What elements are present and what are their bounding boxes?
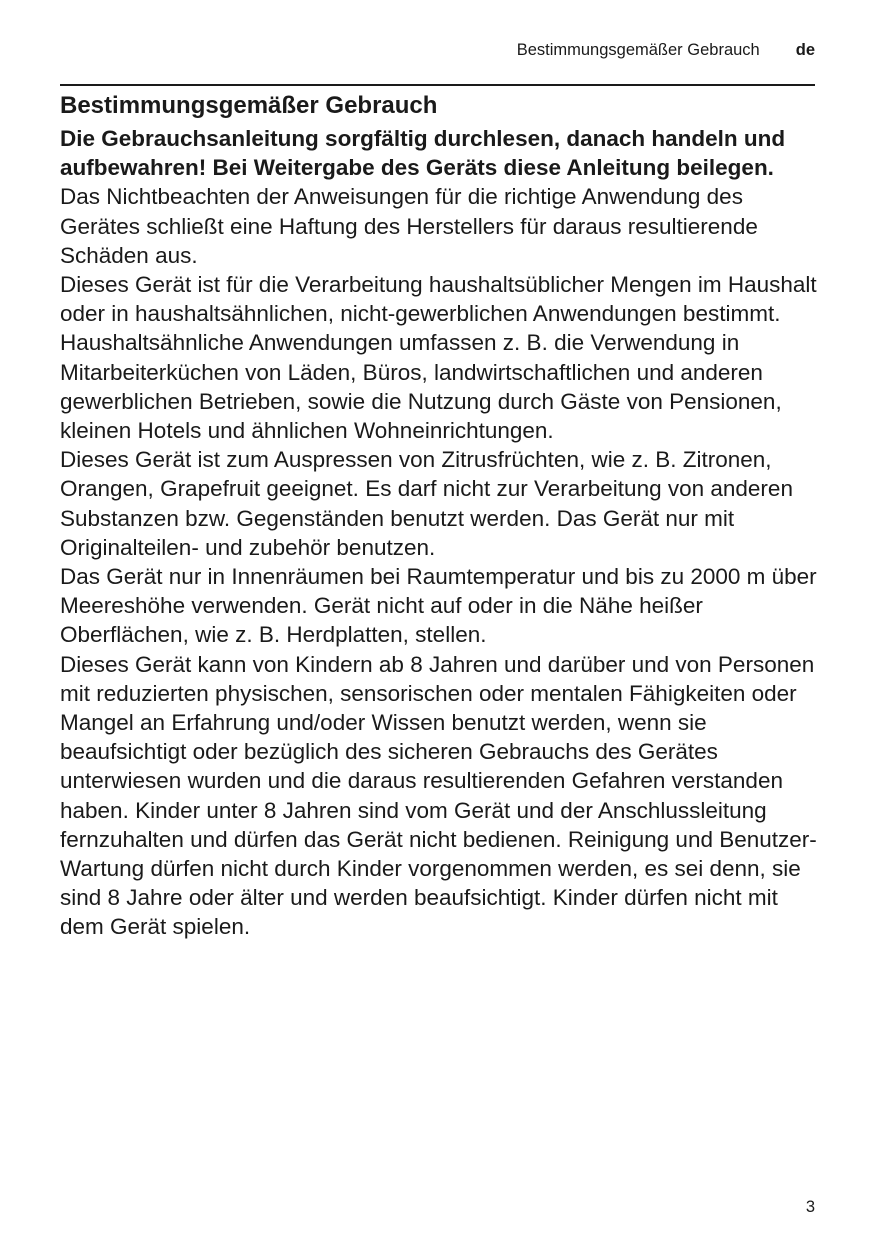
running-header xyxy=(517,40,815,60)
page-number: 3 xyxy=(805,1198,815,1216)
paragraph-household-use: Dieses Gerät ist für die Verarbeitung haushaltsüblicher Mengen im Haushalt oder in haushaltsähnlichen, nicht-gewerblichen Anwendungen bestimmt. Haushaltsähnliche Anwendungen umfassen z. B. die Verwendung in Mitarbeiterküchen von Läden, Büros, landwirtschaftlichen und anderen gewerblichen Betrieben, sowie die Nutzung durch Gäste von Pensionen, kleinen Hotels und ähnlichen Wohneinrichtungen. xyxy=(60,272,817,444)
paragraph-children-safety: Dieses Gerät kann von Kindern ab 8 Jahren und darüber und von Personen mit reduzierten physischen, sensorischen oder mentalen Fähigkeiten oder Mangel an Erfahrung und/oder Wissen benutzt werden, wenn sie beaufsichtigt oder bezüglich des sicheren Gebrauchs des Gerätes unterwiesen wurden und die daraus resultierenden Gefahren verstanden haben. Kinder unter 8 Jahren sind vom Gerät und der Anschlussleitung fernzuhalten und dürfen das Gerät nicht bedienen. Reinigung und Benutzer-Wartung dürfen nicht durch Kinder vorgenommen werden, es sei denn, sie sind 8 Jahre oder älter und werden beaufsichtigt. Kinder dürfen nicht mit dem Gerät spielen. xyxy=(60,651,817,940)
page-title: Bestimmungsgemäßer Gebrauch xyxy=(60,92,438,119)
paragraph-citrus-use: Dieses Gerät ist zum Auspressen von Zitrusfrüchten, wie z. B. Zitronen, Orangen, Grapefruit geeignet. Es darf nicht zur Verarbeitung von anderen Substanzen bzw. Gegenständen benutzt werden. Das Gerät nur mit Originalteilen- und zubehör benutzen. xyxy=(60,447,793,560)
header-section-title: Bestimmungsgemäßer Gebrauch xyxy=(516,41,760,59)
main-content xyxy=(60,89,820,942)
paragraph-liability: Das Nichtbeachten der Anweisungen für die richtige Anwendung des Gerätes schließt eine Haftung des Herstellers für daraus resultierende Schäden aus. xyxy=(60,184,758,268)
header-rule xyxy=(60,84,815,86)
paragraph-indoor-use: Das Gerät nur in Innenräumen bei Raumtemperatur und bis zu 2000 m über Meereshöhe verwenden. Gerät nicht auf oder in die Nähe heißer Oberflächen, wie z. B. Herdplatten, stellen. xyxy=(60,564,817,648)
header-language-code: de xyxy=(795,41,815,59)
lead-paragraph: Die Gebrauchsanleitung sorgfältig durchlesen, danach handeln und aufbewahren! Bei Weitergabe des Geräts diese Anleitung beilegen. xyxy=(60,126,786,181)
